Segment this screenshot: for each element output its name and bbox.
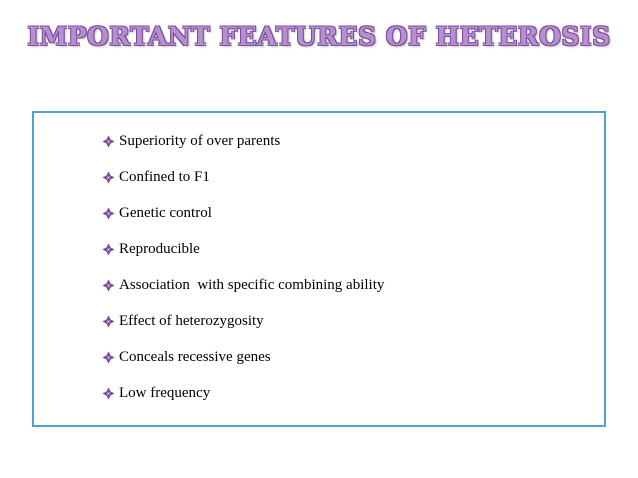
bullet-text: Reproducible bbox=[119, 240, 200, 257]
content-box bbox=[32, 111, 606, 427]
bullet-text: Genetic control bbox=[119, 204, 212, 221]
bullet-text: Low frequency bbox=[119, 384, 211, 401]
diamond-bullet-icon bbox=[102, 279, 115, 292]
bullet-list bbox=[102, 123, 384, 411]
slide-title: IMPORTANT FEATURES OF HETEROSIS bbox=[27, 22, 611, 51]
bullet-text: Conceals recessive genes bbox=[119, 348, 271, 365]
bullet-item bbox=[102, 303, 384, 339]
bullet-item bbox=[102, 375, 384, 411]
bullet-item bbox=[102, 231, 384, 267]
bullet-item bbox=[102, 195, 384, 231]
bullet-text: Effect of heterozygosity bbox=[119, 312, 264, 329]
diamond-bullet-icon bbox=[102, 135, 115, 148]
diamond-bullet-icon bbox=[102, 387, 115, 400]
diamond-bullet-icon bbox=[102, 207, 115, 220]
diamond-bullet-icon bbox=[102, 243, 115, 256]
bullet-text: Confined to F1 bbox=[119, 168, 210, 185]
bullet-text: Superiority of over parents bbox=[119, 132, 281, 149]
bullet-item bbox=[102, 123, 384, 159]
bullet-item bbox=[102, 159, 384, 195]
diamond-bullet-icon bbox=[102, 351, 115, 364]
bullet-item bbox=[102, 267, 384, 303]
diamond-bullet-icon bbox=[102, 315, 115, 328]
diamond-bullet-icon bbox=[102, 171, 115, 184]
bullet-text: Association with specific combining ability bbox=[119, 276, 385, 293]
bullet-item bbox=[102, 339, 384, 375]
